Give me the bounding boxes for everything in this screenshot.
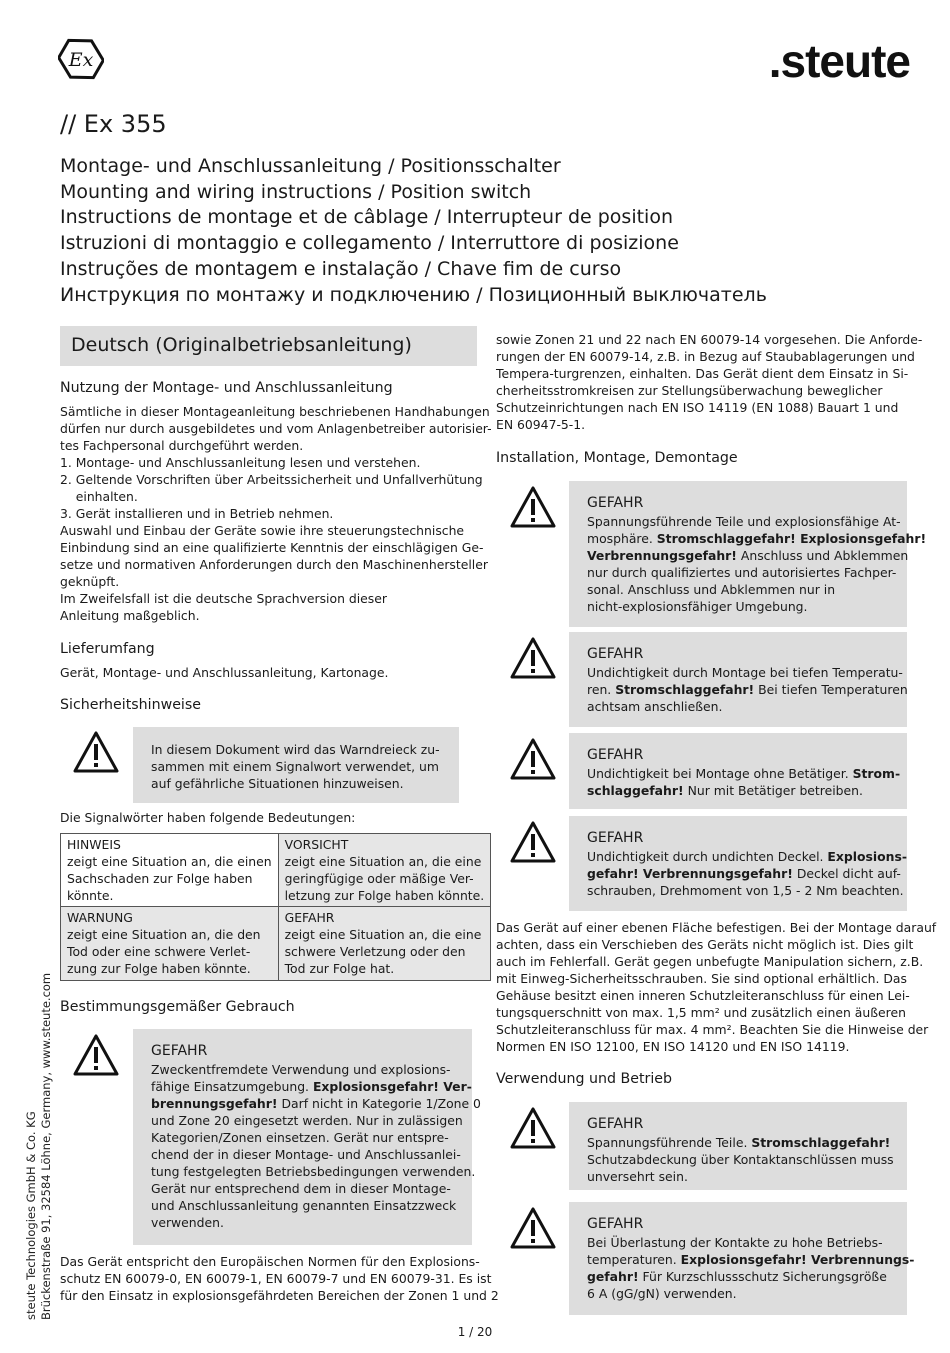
svg-text:Ex: Ex [68,49,94,71]
text-line: gefahr! Für Kurzschlussschutz Sicherungsgröße [587,1269,887,1284]
text-line: sowie Zonen 21 und 22 nach EN 60079-14 vorgesehen. Die Anforde- [496,332,923,347]
text-line: fähige Einsatzumgebung. Explosionsgefahr! Ver- [151,1079,472,1094]
text-line: mit Einweg-Sicherheitsschrauben. Sie sind optional erhältlich. Das [496,971,907,986]
danger-title: GEFAHR [587,1116,644,1132]
text-line: Gerät nur entsprechend dem in dieser Montage- [151,1181,451,1196]
intended-use-text [60,1253,499,1304]
text-line: 3. Gerät installieren und in Betrieb nehmen. [60,506,334,521]
section-heading-operation: Verwendung und Betrieb [496,1071,673,1087]
warning-triangle-icon [509,820,557,864]
text-line: Schutzleiteranschluss für max. 4 mm². Beachten Sie die Hinweise der [496,1022,929,1037]
signal-word: GEFAHR [284,910,335,925]
text-line: achten, dass ein Verschieben des Geräts nicht möglich ist. Dies gilt [496,937,914,952]
text-line: tes Fachpersonal durchgeführt werden. [60,438,304,453]
text-line: setze und normativen Anforderungen durch den Maschinenhersteller [60,557,488,572]
text-line: Sachschaden zur Folge haben [67,871,253,886]
text-line: könnte. [67,888,114,903]
text-line: Tod oder eine schwere Verlet- [67,944,251,959]
text-line: Sämtliche in dieser Montageanleitung beschriebenen Handhabungen [60,404,490,419]
title-pt: Instruções de montagem e instalação / Chave fim de curso [60,257,622,280]
warning-triangle-icon [509,485,557,529]
danger-text [587,1134,894,1185]
text-line: tungsquerschnitt von max. 1,5 mm² und zusätzlich einen äußeren [496,1005,906,1020]
danger-text [587,513,927,615]
text-line: Kategorien/Zonen einsetzen. Gerät nur entspre- [151,1130,449,1145]
warning-triangle-icon [509,636,557,680]
text-line: Verbrennungsgefahr! Anschluss und Abklemmen [587,548,909,563]
text-line: auf gefährliche Situationen hinzuweisen. [151,776,404,791]
danger-title: GEFAHR [587,830,644,846]
text-line: rungen der EN 60079-14, z.B. in Bezug auf Staubablagerungen und [496,349,915,364]
text-line: schutz EN 60079-0, EN 60079-1, EN 60079-7 und EN 60079-31. Es ist [60,1271,492,1286]
danger-box [569,816,907,911]
document-titles [60,154,900,308]
signal-word: WARNUNG [67,910,133,925]
text-line: ren. Stromschlaggefahr! Bei tiefen Temperaturen [587,682,908,697]
text-line: schwere Verletzung oder den [284,944,466,959]
text-line: gefahr! Verbrennungsgefahr! Deckel dicht auf- [587,866,901,881]
section-heading-safety: Sicherheitshinweise [60,697,201,713]
installation-text [496,919,937,1055]
text-line: 6 A (gG/gN) verwenden. [587,1286,737,1301]
continued-text [496,331,923,433]
sidebar-address: Brückenstraße 91, 32584 Löhne, Germany, www.steute.com [39,972,53,1320]
text-line: zeigt eine Situation an, die einen [67,854,272,869]
warning-triangle-icon [72,730,120,774]
text-line: dürfen nur durch ausgebildetes und vom Anlagenbetreiber autorisier- [60,421,492,436]
text-line: Gehäuse besitzt einen inneren Schutzleiteranschluss für einen Lei- [496,988,910,1003]
danger-text [587,1234,915,1302]
danger-box [569,1102,907,1190]
title-fr: Instructions de montage et de câblage / Interrupteur de position [60,206,674,229]
text-line: auch im Fehlerfall. Gerät gegen unbefugte Manipulation sichern, z.B. [496,954,924,969]
text-line: zeigt eine Situation an, die eine [284,854,482,869]
text-line: brennungsgefahr! Darf nicht in Kategorie 1/Zone 0 [151,1096,481,1111]
text-line: letzung zur Folge haben könnte. [284,888,485,903]
signal-intro: Die Signalwörter haben folgende Bedeutungen: [60,810,356,825]
signal-word: HINWEIS [67,837,121,852]
title-en: Mounting and wiring instructions / Position switch [60,180,532,203]
signal-cell [278,907,491,981]
title-ru: Инструкция по монтажу и подключению / Позиционный выключатель [60,283,767,306]
delivery-text: Gerät, Montage- und Anschlussanleitung, Kartonage. [60,665,389,680]
warning-triangle-icon [72,1033,120,1077]
text-line: temperaturen. Explosionsgefahr! Verbrennungs- [587,1252,915,1267]
text-line: sammen mit einem Signalwort verwendet, um [151,759,439,774]
text-line: Spannungsführende Teile und explosionsfähige At- [587,514,901,529]
danger-title: GEFAHR [587,495,644,511]
title-it: Istruzioni di montaggio e collegamento / Interruttore di posizione [60,232,679,255]
text-line: Das Gerät entspricht den Europäischen Normen für den Explosions- [60,1254,480,1269]
danger-title: GEFAHR [587,646,644,662]
sidebar-company: steute Technologies GmbH & Co. KG [24,1111,38,1320]
text-line: 2. Geltende Vorschriften über Arbeitssicherheit und Unfallverhütung [60,472,483,487]
text-line: In diesem Dokument wird das Warndreieck zu- [151,742,440,757]
danger-title: GEFAHR [587,1216,644,1232]
text-line: Das Gerät auf einer ebenen Fläche befestigen. Bei der Montage darauf [496,920,937,935]
text-line: Tempera-turgrenzen, einhalten. Das Gerät dient dem Einsatz in Si- [496,366,909,381]
signal-word: VORSICHT [284,837,349,852]
warning-triangle-icon [509,1206,557,1250]
text-line: und Zone 20 eingesetzt werden. Nur in zulässigen [151,1113,463,1128]
text-line: zeigt eine Situation an, die eine [284,927,482,942]
language-header [60,326,477,366]
text-line: nur durch qualifiziertes und autorisiertes Fachper- [587,565,897,580]
text-line: geknüpft. [60,574,120,589]
text-line: EN 60947-5-1. [496,417,586,432]
title-de: Montage- und Anschlussanleitung / Positionsschalter [60,155,561,177]
danger-box [569,733,907,809]
warning-triangle-icon [509,1106,557,1150]
text-line: Im Zweifelsfall ist die deutsche Sprachversion dieser [60,591,387,606]
text-line: Schutzabdeckung über Kontaktanschlüssen muss [587,1152,894,1167]
text-line: Tod zur Folge hat. [284,961,395,976]
text-line: Normen EN ISO 12100, EN ISO 14120 und EN ISO 14119. [496,1039,850,1054]
danger-box [569,1202,915,1315]
danger-title: GEFAHR [587,747,644,763]
text-line: 1. Montage- und Anschlussanleitung lesen und verstehen. [60,455,421,470]
text-line: schlaggefahr! Nur mit Betätiger betreiben. [587,783,863,798]
danger-text [151,1061,481,1231]
text-line: unversehrt sein. [587,1169,688,1184]
signal-cell [61,834,279,907]
danger-box [569,632,907,727]
text-line: für den Einsatz in explosionsgefährdeten Bereichen der Zonen 1 und 2 [60,1288,499,1303]
text-line: Schutzeinrichtungen nach EN ISO 14119 (EN 1088) Bauart 1 und [496,400,899,415]
safety-note-box [133,727,459,803]
text-line: verwenden. [151,1215,224,1230]
text-line: Anleitung maßgeblich. [60,608,200,623]
danger-text [587,765,901,799]
text-line: chend der in dieser Montage- und Anschlussanlei- [151,1147,461,1162]
text-line: Undichtigkeit bei Montage ohne Betätiger. Strom- [587,766,901,781]
text-line: tung festgelegten Betriebsbedingungen verwenden. [151,1164,476,1179]
text-line: Undichtigkeit durch Montage bei tiefen Temperatu- [587,665,903,680]
signal-cell [278,834,491,907]
danger-box [569,481,927,627]
signal-word-table [60,833,491,981]
page-number: 1 / 20 [457,1325,493,1339]
text-line: einhalten. [60,489,138,504]
section-heading-installation: Installation, Montage, Demontage [496,450,738,466]
safety-note-text [151,741,440,792]
text-line: zeigt eine Situation an, die den [67,927,261,942]
danger-title: GEFAHR [151,1043,208,1059]
danger-box [133,1029,481,1245]
text-line: nicht-explosionsfähiger Umgebung. [587,599,808,614]
text-line: und Anschlussanleitung genannten Einsatzzweck [151,1198,457,1213]
usage-text [60,403,492,624]
text-line: Auswahl und Einbau der Geräte sowie ihre steuerungstechnische [60,523,465,538]
text-line: Spannungsführende Teile. Stromschlaggefahr! [587,1135,891,1150]
text-line: Bei Überlastung der Kontakte zu hohe Betriebs- [587,1235,883,1250]
signal-cell [61,907,279,981]
model-title: // Ex 355 [60,110,167,138]
text-line: Einbindung sind an eine qualifizierte Kenntnis der einschlägigen Ge- [60,540,484,555]
text-line: sonal. Anschluss und Abklemmen nur in [587,582,836,597]
text-line: mosphäre. Stromschlaggefahr! Explosionsgefahr! [587,531,927,546]
danger-text [587,664,908,715]
text-line: geringfügige oder mäßige Ver- [284,871,474,886]
section-heading-usage: Nutzung der Montage- und Anschlussanleitung [60,380,393,396]
brand-logo: .steute [768,35,910,87]
text-line: Undichtigkeit durch undichten Deckel. Explosions- [587,849,907,864]
ex-hexagon-logo-icon [58,36,104,82]
text-line: cherheitsstromkreisen zur Stellungsüberwachung beweglicher [496,383,883,398]
danger-text [587,848,907,899]
section-heading-delivery: Lieferumfang [60,641,155,657]
text-line: schrauben, Drehmoment von 1,5 - 2 Nm beachten. [587,883,904,898]
text-line: Zweckentfremdete Verwendung und explosions- [151,1062,451,1077]
language-label: Deutsch (Originalbetriebsanleitung) [71,334,412,356]
text-line: zung zur Folge haben könnte. [67,961,251,976]
text-line: achtsam anschließen. [587,699,723,714]
warning-triangle-icon [509,737,557,781]
section-heading-intended-use: Bestimmungsgemäßer Gebrauch [60,999,295,1015]
